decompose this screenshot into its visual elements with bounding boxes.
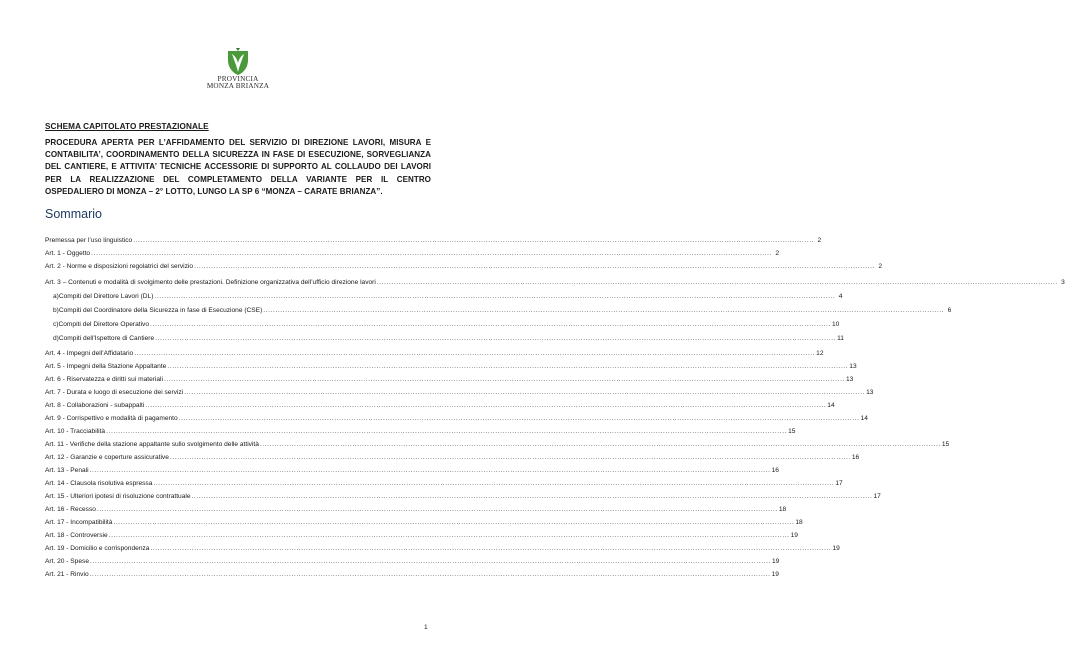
toc-entry-page: 2	[878, 263, 883, 270]
toc-entry[interactable]	[45, 517, 803, 529]
toc-entry-page: 11	[837, 335, 844, 342]
logo-text-provincia: PROVINCIA	[217, 75, 259, 83]
toc-entry-page: 16	[851, 454, 860, 461]
toc-leader-dots	[97, 504, 778, 516]
toc-entry-text: Art. 4 - Impegni dell’Affidatario	[45, 350, 134, 357]
toc-entry[interactable]	[45, 504, 787, 516]
toc-entry[interactable]	[45, 413, 868, 425]
toc-entry[interactable]	[45, 426, 796, 438]
toc-entry-text: Art. 11 - Verifiche della stazione appaltante sullo svolgimento delle attività	[45, 441, 259, 448]
toc-entry-text: Art. 5 - Impegni della Stazione Appaltante	[45, 363, 167, 370]
toc-leader-dots	[194, 261, 875, 273]
toc-entry-label: d)	[53, 335, 59, 342]
toc-leader-dots	[134, 348, 815, 360]
toc-entry-label: b)	[53, 307, 59, 314]
toc-entry-page: 18	[778, 506, 787, 513]
toc-entry-text: Art. 13 - Penali	[45, 467, 89, 474]
toc-entry-text: Premessa per l’uso linguistico	[45, 237, 133, 244]
toc-entry[interactable]	[45, 277, 1065, 289]
toc-leader-dots	[154, 291, 835, 303]
toc-entry[interactable]	[45, 235, 822, 247]
toc-leader-dots	[90, 556, 771, 568]
toc-entry-text: Art. 16 - Recesso	[45, 506, 96, 513]
toc-entry[interactable]	[45, 374, 854, 386]
toc-entry-text: Art. 15 - Ulteriori ipotesi di risoluzione contrattuale	[45, 493, 191, 500]
toc-leader-dots	[263, 305, 944, 317]
toc-entry-page: 2	[817, 237, 822, 244]
toc-entry-text: Art. 9 - Corrispettivo e modalità di pagamento	[45, 415, 178, 422]
toc-entry-page: 17	[873, 493, 881, 500]
toc-leader-dots	[109, 530, 790, 542]
toc-leader-dots	[91, 248, 772, 260]
toc-entry[interactable]	[45, 439, 950, 451]
toc-entry-text: Art. 19 - Domicilio e corrispondenza	[45, 545, 150, 552]
toc-entry-page: 4	[838, 293, 843, 300]
toc-leader-dots	[155, 333, 836, 345]
toc-leader-dots	[153, 478, 834, 490]
toc-entry-text: Art. 17 - Incompatibilità	[45, 519, 113, 526]
toc-entry[interactable]	[45, 530, 798, 542]
toc-entry-text: Art. 12 - Garanzie e coperture assicurative	[45, 454, 169, 461]
toc-entry-page: 19	[790, 532, 798, 539]
toc-leader-dots	[106, 426, 787, 438]
toc-entry[interactable]	[45, 248, 780, 260]
toc-entry[interactable]	[45, 400, 835, 412]
toc-entry-page: 13	[866, 389, 874, 396]
toc-entry-page: 19	[771, 558, 780, 565]
toc-entry[interactable]	[45, 556, 780, 568]
toc-entry-text: Art. 3 – Contenuti e modalità di svolgimento delle prestazioni. Definizione organizzativa dell’ufficio direzione lavori	[45, 279, 376, 286]
toc-entry-text: Compiti del Direttore Operativo	[58, 321, 150, 328]
toc-entry[interactable]	[45, 465, 779, 477]
toc-entry-page: 14	[860, 415, 868, 422]
toc-entry[interactable]	[45, 305, 952, 317]
toc-entry-page: 15	[788, 428, 796, 435]
toc-entry-text: Art. 14 - Clausola risolutiva espressa	[45, 480, 153, 487]
toc-entry-page: 12	[816, 350, 824, 357]
toc-leader-dots	[90, 465, 771, 477]
toc-entry[interactable]	[45, 319, 840, 331]
toc-entry[interactable]	[45, 491, 881, 503]
logo-text-monza-brianza: MONZA BRIANZA	[206, 82, 270, 91]
toc-entry-text: Art. 21 - Rinvio	[45, 571, 89, 578]
toc-leader-dots	[170, 452, 851, 464]
toc-entry[interactable]	[45, 543, 840, 555]
toc-leader-dots	[164, 374, 845, 386]
toc-entry[interactable]	[45, 261, 883, 273]
toc-entry-page: 19	[832, 545, 840, 552]
toc-leader-dots	[133, 235, 814, 247]
toc-entry-text: Art. 8 - Collaborazioni - subappalti	[45, 402, 145, 409]
toc-entry-page: 18	[795, 519, 803, 526]
toc-entry-page: 19	[771, 571, 779, 578]
toc-entry[interactable]	[45, 333, 844, 345]
toc-entry-text: Art. 2 - Norme e disposizioni regolatrici del servizio	[45, 263, 194, 270]
toc-entry-page: 13	[849, 363, 857, 370]
toc-leader-dots	[150, 543, 831, 555]
toc-entry[interactable]	[45, 452, 860, 464]
toc-entry-page: 13	[845, 376, 854, 383]
toc-entry-text: Art. 18 - Controversie	[45, 532, 108, 539]
toc-entry[interactable]	[45, 569, 779, 581]
toc-entry-text: Art. 7 - Durata e luogo di esecuzione dei servizi	[45, 389, 184, 396]
toc-entry-text: Art. 1 - Oggetto	[45, 250, 91, 257]
page-number: 1	[424, 624, 428, 631]
toc-leader-dots	[377, 277, 1058, 289]
toc-leader-dots	[167, 361, 848, 373]
toc-entry-text: Art. 10 - Tracciabilità	[45, 428, 106, 435]
toc-entry[interactable]	[45, 361, 857, 373]
toc-entry[interactable]	[45, 387, 874, 399]
toc-entry-text: Art. 6 - Riservatezza e diritti sui materiali	[45, 376, 163, 383]
toc-entry-page: 6	[947, 307, 952, 314]
toc-leader-dots	[192, 491, 873, 503]
toc-entry-text: Compiti del Direttore Lavori (DL)	[58, 293, 154, 300]
toc-entry-page: 14	[827, 402, 835, 409]
toc-leader-dots	[150, 319, 831, 331]
toc-leader-dots	[113, 517, 794, 529]
toc-leader-dots	[179, 413, 860, 425]
toc-entry-page: 17	[835, 480, 843, 487]
leaf-emblem-icon	[225, 46, 251, 76]
procedure-title: PROCEDURA APERTA PER L’AFFIDAMENTO DEL SERVIZIO DI DIREZIONE LAVORI, MISURA E CONTABILITA’, COORDINAMENTO DELLA SICUREZZA IN FASE DI ESECUZIONE, SORVEGLIANZA DEL CANTIERE, E ATTIVITA’ TECNICHE ACCESSORIE DI SUPPORTO AL COLLAUDO DEI LAVORI PER LA REALIZZAZIONE DEL COMPLETAMENTO DELLA VARIANTE PER IL CENTRO OSPEDALIERO DI MONZA – 2° LOTTO, LUNGO LA SP 6 “MONZA – CARATE BRIANZA”.	[45, 138, 431, 196]
toc-entry[interactable]	[45, 478, 843, 490]
toc-entry-text: Compiti dell’Ispettore di Cantiere	[58, 335, 155, 342]
document-heading: SCHEMA CAPITOLATO PRESTAZIONALE	[45, 122, 209, 131]
toc-entry-label: a)	[53, 293, 59, 300]
toc-leader-dots	[184, 387, 865, 399]
toc-entry-page: 15	[941, 441, 950, 448]
toc-entry-page: 3	[1061, 279, 1065, 286]
toc-entry[interactable]	[45, 348, 824, 360]
toc-entry-text: Art. 20 - Spese	[45, 558, 89, 565]
toc-leader-dots	[90, 569, 771, 581]
toc-entry-page: 2	[775, 250, 780, 257]
toc-entry[interactable]	[45, 291, 843, 303]
toc-title: Sommario	[45, 207, 102, 221]
toc-entry-page: 16	[771, 467, 779, 474]
toc-entry-page: 10	[831, 321, 840, 328]
provincia-logo	[203, 46, 273, 91]
toc-entry-label: c)	[53, 321, 59, 328]
toc-leader-dots	[260, 439, 941, 451]
toc-entry-text: Compiti del Coordinatore della Sicurezza in fase di Esecuzione (CSE)	[58, 307, 263, 314]
toc-leader-dots	[145, 400, 826, 412]
